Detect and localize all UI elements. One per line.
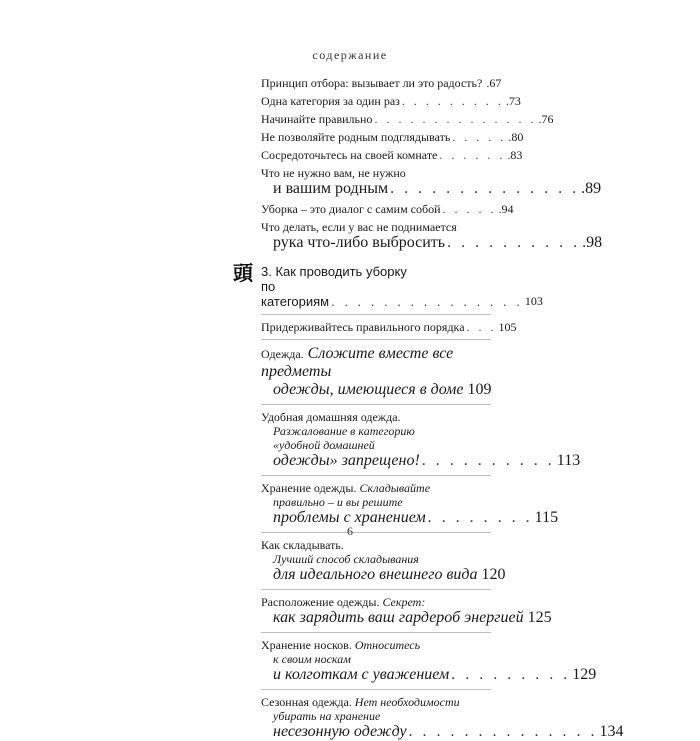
divider	[261, 339, 491, 340]
page-number: 105	[498, 320, 517, 334]
toc-entry[interactable]	[261, 148, 523, 162]
page-number: .83	[507, 148, 523, 162]
dot-leader: . . . . . . . . . . . . . .	[408, 723, 598, 740]
dot-leader: . . . . . . . . . . . . . .	[374, 112, 537, 126]
entry-title: Придерживайтесь правильного порядка	[261, 320, 465, 334]
page-number: 113	[556, 452, 581, 469]
dot-leader: . . . . . . . . . .	[421, 452, 555, 469]
entry-title: Сосредоточьтесь на своей комнате	[261, 148, 438, 162]
divider	[261, 689, 491, 690]
toc-entry[interactable]	[261, 202, 514, 216]
toc-entry[interactable]	[261, 481, 559, 527]
page-number: .94	[498, 202, 514, 216]
page-number: 134	[599, 723, 624, 740]
entry-title: Одна категория за один раз	[261, 94, 400, 108]
divider	[261, 475, 491, 476]
chapter-heading[interactable]	[233, 261, 543, 309]
chapter-title-line1: 3. Как проводить уборку	[261, 264, 407, 279]
divider	[261, 314, 491, 315]
page-number: .89	[581, 180, 602, 197]
entry-title: Сезонная одежда.	[261, 695, 352, 709]
toc-entry[interactable]	[261, 345, 491, 399]
dot-leader: . . . . . . . . .	[451, 666, 571, 683]
entry-title-cont: и вашим родным	[273, 180, 389, 197]
entry-subtitle: Лучший способ складывания	[273, 552, 419, 566]
entry-title: Начинайте правильно	[261, 112, 373, 126]
entry-subtitle: Секрет:	[382, 595, 426, 609]
dot-leader: . . . . .	[442, 202, 497, 216]
page-number: 109	[467, 381, 492, 398]
entry-title: Хранение одежды.	[261, 481, 357, 495]
toc-entry[interactable]	[261, 76, 502, 90]
toc-entry[interactable]	[261, 595, 552, 627]
entry-subtitle: Нет необходимости	[354, 695, 460, 709]
toc-entry[interactable]	[261, 320, 517, 334]
toc-entry[interactable]	[261, 638, 597, 684]
page-number: .76	[538, 112, 554, 126]
toc-entry[interactable]	[261, 94, 521, 108]
dot-leader: . . . . . . . .	[427, 509, 533, 526]
page-number: .67	[486, 76, 502, 90]
entry-title: Что не нужно вам, не нужно	[261, 166, 406, 180]
page-number: 120	[481, 566, 506, 583]
entry-title: Уборка – это диалог с самим собой	[261, 202, 441, 216]
entry-subtitle-cont: как зарядить ваш гардероб энергией	[273, 609, 524, 626]
toc-entry[interactable]	[261, 166, 602, 198]
entry-title: Принцип отбора: вызывает ли это радость?	[261, 76, 483, 90]
running-head: содержание	[312, 48, 388, 62]
entry-subtitle: Сложите вместе все предметы	[261, 345, 454, 380]
toc-entry[interactable]	[261, 410, 581, 470]
kanji-glyph: 頭	[233, 261, 253, 285]
page-number: .73	[505, 94, 521, 108]
entry-title: Расположение одежды.	[261, 595, 380, 609]
dot-leader: . . . . . . . . . .	[447, 234, 581, 251]
divider	[261, 589, 491, 590]
entry-title-cont: рука что-либо выбросить	[273, 234, 446, 251]
table-of-contents	[233, 76, 624, 741]
page-number: 125	[527, 609, 552, 626]
dot-leader: . . . . . .	[439, 148, 506, 162]
page-folio: 6	[347, 524, 353, 538]
entry-subtitle-cont: для идеального внешнего вида	[273, 566, 478, 583]
dot-leader: . . . . . . . . . . . . . .	[390, 180, 580, 197]
toc-entry[interactable]	[261, 220, 603, 252]
entry-subtitle-cont: одежды, имеющиеся в доме	[273, 381, 464, 398]
entry-title: Не позволяйте родным подглядывать	[261, 130, 451, 144]
toc-entry[interactable]	[261, 112, 554, 126]
entry-subtitle: Разжалование в категорию	[273, 424, 415, 438]
entry-subtitle: Относитесь	[354, 638, 421, 652]
entry-subtitle-cont: проблемы с хранением	[273, 509, 426, 526]
entry-title: Одежда.	[261, 347, 304, 361]
entry-subtitle-cont: «удобной домашней	[273, 438, 375, 452]
entry-subtitle: Складывайте	[359, 481, 431, 495]
page-number: .98	[582, 234, 603, 251]
toc-entry[interactable]	[261, 538, 506, 584]
toc-entry[interactable]	[261, 130, 524, 144]
entry-subtitle-cont: правильно – и вы решите	[273, 495, 403, 509]
divider	[261, 404, 491, 405]
toc-entry[interactable]	[261, 695, 624, 741]
entry-subtitle-cont: к своим носкам	[273, 652, 351, 666]
entry-subtitle-cont: и колготкам с уважением	[273, 666, 450, 683]
dot-leader: . . . . .	[452, 130, 507, 144]
divider	[261, 632, 491, 633]
dot-leader: . . . . . . . . .	[401, 94, 504, 108]
dot-leader: . . . . . . . . . . . . . . .	[331, 294, 523, 309]
dot-leader: . . .	[466, 320, 497, 334]
entry-title: Удобная домашняя одежда.	[261, 410, 401, 424]
chapter-title-line2: по категориям	[261, 279, 330, 309]
page-number: .80	[508, 130, 524, 144]
page-number: 115	[534, 509, 559, 526]
entry-subtitle-cont: одежды» запрещено!	[273, 452, 420, 469]
page-number: 103	[524, 294, 543, 308]
page-number: 129	[572, 666, 597, 683]
entry-title: Как складывать.	[261, 538, 344, 552]
entry-title: Что делать, если у вас не поднимается	[261, 220, 457, 234]
entry-subtitle-cont: убирать на хранение	[273, 709, 381, 723]
entry-subtitle-cont: несезонную одежду	[273, 723, 407, 740]
entry-title: Хранение носков.	[261, 638, 352, 652]
